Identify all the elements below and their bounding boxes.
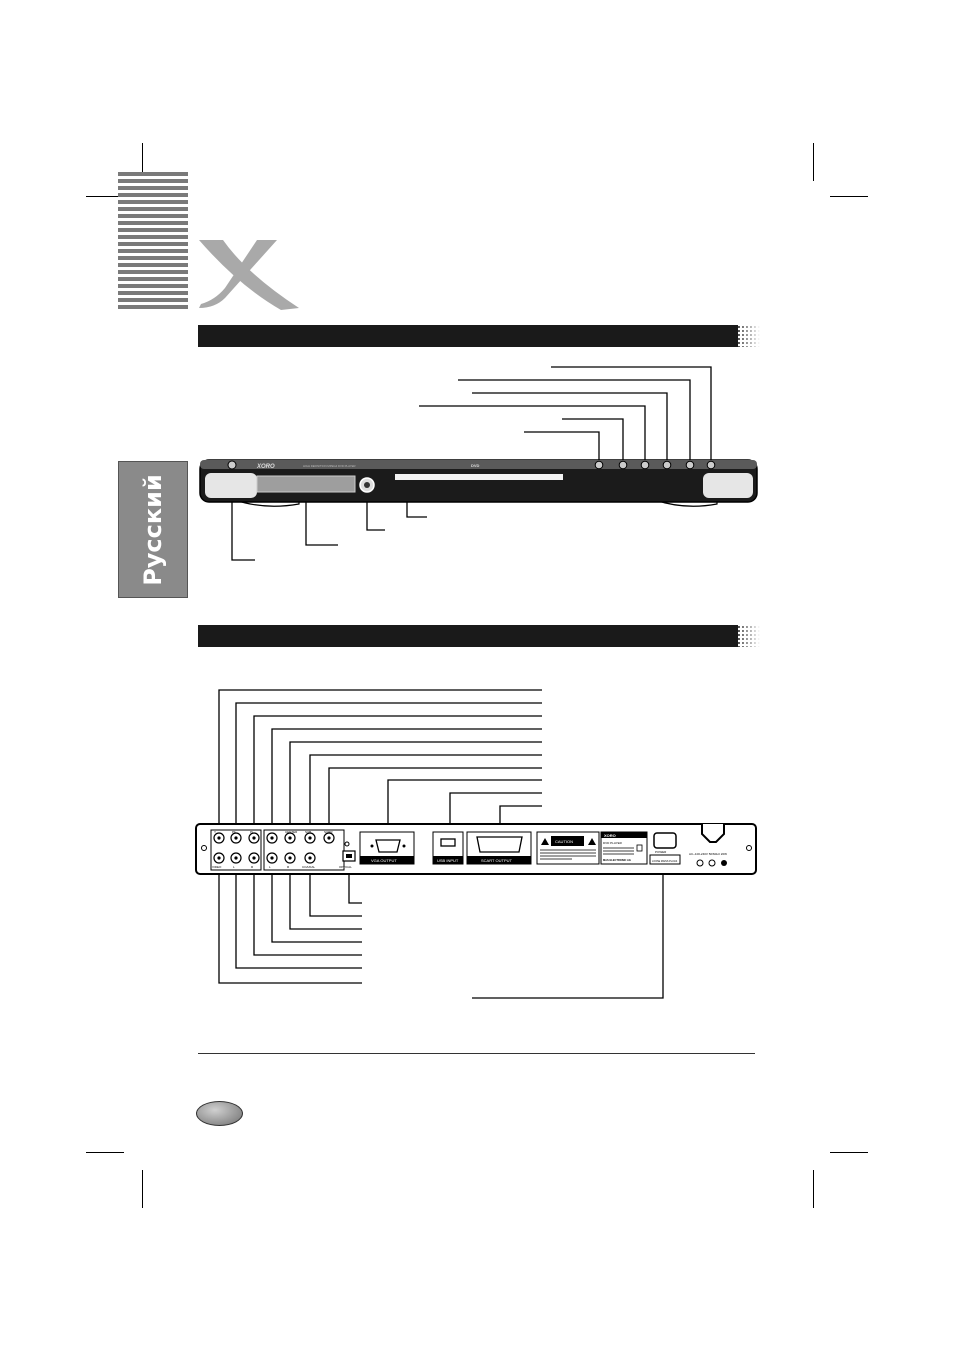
footer-rule [198, 1053, 755, 1054]
crop-mark [813, 1170, 814, 1208]
jack-label: L [269, 865, 271, 869]
front-panel-diagram [195, 360, 765, 570]
caution-label: CAUTION [555, 839, 573, 844]
rear-brand: XORO [604, 833, 616, 838]
front-dvd-logo: DVD [471, 463, 480, 468]
crop-mark [830, 196, 868, 197]
jack-label: Y [214, 830, 217, 834]
front-brand: XORO [257, 464, 275, 470]
jack-label: R [287, 865, 290, 869]
rear-panel-diagram [192, 682, 762, 1012]
mains-label: AC~100-240V 50/60Hz 20W [689, 852, 727, 856]
section-bar-front [198, 325, 760, 347]
jack-label: CENTER [285, 830, 298, 834]
jack-label: L [233, 865, 235, 869]
language-label: Русский [139, 473, 167, 586]
power-note: LOOSE MAINS PLUGS [652, 860, 678, 863]
section-bar-rear [198, 625, 760, 647]
header-stripes [118, 172, 188, 312]
jack-label: Pr [250, 830, 253, 834]
crop-mark [142, 1170, 143, 1208]
jack-label: VIDEO [212, 865, 222, 869]
front-model-text: HIGH DEFINITION MPEG4 DVD PLAYER [303, 464, 356, 468]
scart-label: SCART OUTPUT [481, 858, 512, 863]
usb-label: USB INPUT [437, 858, 459, 863]
company-label: MAS ELECTRONIC AG [603, 859, 631, 862]
crop-mark [86, 1152, 124, 1153]
jack-label: SUB [305, 830, 312, 834]
vga-label: VGA OUTPUT [371, 858, 397, 863]
x-logo-icon [195, 238, 305, 312]
page-number-badge [196, 1101, 243, 1126]
jack-label: R [251, 865, 254, 869]
crop-mark [813, 143, 814, 181]
language-tab [118, 461, 188, 598]
jack-label: SURR [324, 830, 333, 834]
crop-mark [830, 1152, 868, 1153]
jack-label: COAXIAL [302, 865, 316, 869]
optical-label: OPTICAL [339, 865, 352, 869]
power-label: POWER [655, 850, 667, 854]
jack-label: Pb [232, 830, 236, 834]
dvd-player-label: DVD PLAYER [603, 841, 622, 845]
